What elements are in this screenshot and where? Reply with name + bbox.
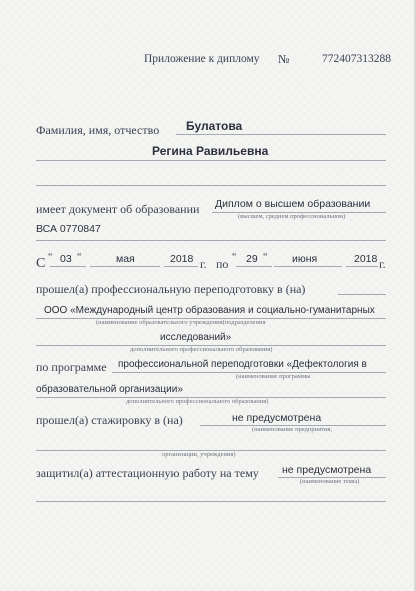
organization-line-2: исследований» xyxy=(160,332,232,343)
thesis-value: не предусмотрена xyxy=(282,464,372,476)
from-day-value: 03 xyxy=(60,253,72,265)
name-label: Фамилия, имя, отчество xyxy=(36,123,160,137)
from-month-line xyxy=(90,266,160,267)
document-type-value: Диплом о высшем образовании xyxy=(215,198,371,210)
to-day-value: 29 xyxy=(246,253,258,265)
organization-hint: (наименование образовательного учреждения(подразделения xyxy=(96,319,266,326)
internship-label: прошел(а) стажировку в (на) xyxy=(36,413,183,427)
has-document-label: имеет документ об образовании xyxy=(36,202,200,216)
from-label: С xyxy=(36,256,46,271)
from-day-close-quote: “ xyxy=(77,252,82,263)
diploma-number: 772407313288 xyxy=(322,53,391,65)
to-year-line xyxy=(346,266,378,267)
thesis-rule-2 xyxy=(36,501,386,502)
program-hint-2: дополнительного профессионального образования) xyxy=(126,398,269,405)
to-month-value: июня xyxy=(292,253,318,265)
given-names-line xyxy=(36,160,386,161)
blank-line-1 xyxy=(36,185,386,186)
organization-line-1: ООО «Международный центр образования и социально-гуманитарных xyxy=(44,305,375,316)
to-year-suffix: г. xyxy=(379,257,386,271)
to-day-close-quote: “ xyxy=(263,252,268,263)
surname-line xyxy=(176,134,386,135)
surname-value: Булатова xyxy=(186,119,243,133)
appendix-label: Приложение к диплому xyxy=(144,53,260,65)
to-day-line xyxy=(236,266,272,267)
retraining-label: прошел(а) профессиональную переподготовку в (на) xyxy=(36,282,306,296)
from-year-value: 2018 xyxy=(170,253,194,265)
document-number-value: ВСА 0770847 xyxy=(36,223,101,235)
from-year-suffix: г. xyxy=(200,257,207,271)
thesis-hint: (наименование темы) xyxy=(300,478,360,485)
to-label: по xyxy=(216,257,229,271)
number-sign: № xyxy=(278,52,290,66)
to-month-line xyxy=(274,266,342,267)
program-line-2: образовательной организации» xyxy=(36,384,183,395)
from-day-line xyxy=(50,266,86,267)
from-month-value: мая xyxy=(116,253,135,265)
internship-hint-2: организации, учреждения) xyxy=(162,451,236,458)
organization-hint-2: дополнительного профессионального образования) xyxy=(130,346,273,353)
document-number-line xyxy=(36,240,386,241)
program-line-1: профессиональной переподготовки «Дефектология в xyxy=(118,359,367,370)
internship-value: не предусмотрена xyxy=(232,412,322,424)
to-day-open-quote: “ xyxy=(232,252,237,263)
from-day-open-quote: “ xyxy=(48,252,53,263)
from-year-line xyxy=(164,266,198,267)
thesis-label: защитил(а) аттестационную работу на тему xyxy=(36,466,259,480)
program-hint: (наименование программы xyxy=(236,373,311,380)
document-hint: (высшем, среднем профессиональном) xyxy=(238,213,346,220)
internship-hint: (наименование предприятия, xyxy=(252,426,333,433)
given-names-value: Регина Равильевна xyxy=(152,144,269,158)
to-year-value: 2018 xyxy=(354,253,378,265)
retraining-line xyxy=(338,294,386,295)
program-label: по программе xyxy=(36,360,107,374)
